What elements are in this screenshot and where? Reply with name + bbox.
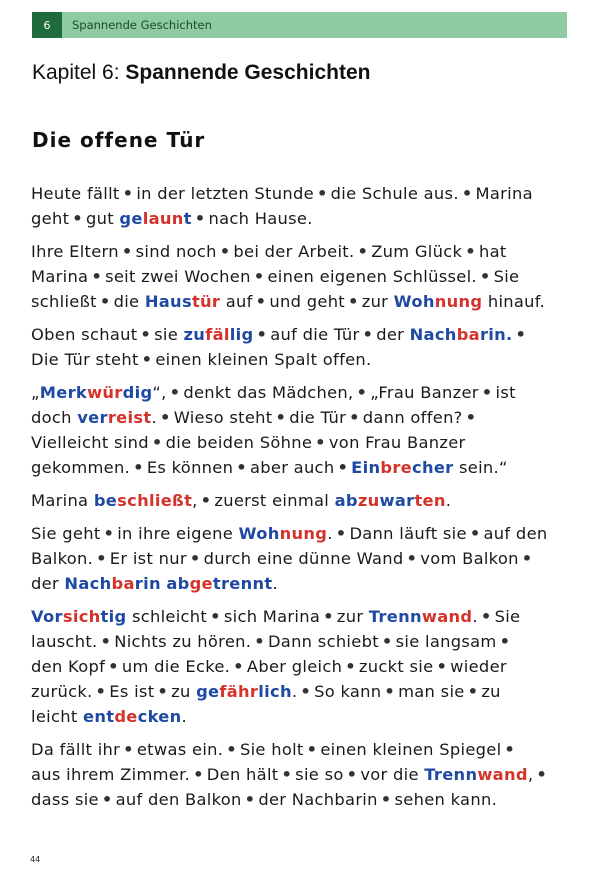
phrase-separator-dot: • xyxy=(254,632,265,651)
chapter-header-title: Spannende Geschichten xyxy=(72,18,212,32)
syllable-blue: ab xyxy=(166,574,190,593)
phrase-separator-dot: • xyxy=(323,607,334,626)
text-segment: lauscht. xyxy=(31,632,98,651)
phrase-separator-dot: • xyxy=(99,292,111,311)
phrase-separator-dot: • xyxy=(335,524,347,543)
text-segment: in ihre eigene xyxy=(117,524,239,543)
syllable-blue: cken xyxy=(137,707,182,726)
text-segment: sein.“ xyxy=(453,458,508,477)
text-segment: Oben schaut xyxy=(31,325,138,344)
syllable-red: nung xyxy=(279,524,328,543)
story-line xyxy=(31,264,576,289)
phrase-separator-dot: • xyxy=(256,325,268,344)
text-segment: sehen kann. xyxy=(394,790,498,809)
phrase-separator-dot: • xyxy=(219,242,231,261)
text-segment: sie xyxy=(154,325,184,344)
text-segment: einen eigenen Schlüssel. xyxy=(267,267,477,286)
text-segment: . xyxy=(327,524,333,543)
text-segment: auf xyxy=(220,292,253,311)
story-line xyxy=(31,787,576,812)
phrase-separator-dot: • xyxy=(381,632,393,651)
text-segment: Da fällt ihr xyxy=(31,740,121,759)
text-segment: Sie holt xyxy=(239,740,304,759)
text-segment: etwas ein. xyxy=(136,740,224,759)
story-line xyxy=(31,571,576,596)
phrase-separator-dot: • xyxy=(345,657,356,676)
story-paragraph xyxy=(31,239,576,314)
phrase-separator-dot: • xyxy=(380,790,392,809)
text-segment: auf den xyxy=(483,524,548,543)
story-line xyxy=(31,289,576,314)
text-segment: „Frau Banzer xyxy=(370,383,479,402)
phrase-separator-dot: • xyxy=(121,242,133,261)
text-segment: , xyxy=(527,765,534,784)
text-segment: Aber gleich xyxy=(246,657,343,676)
syllable-blue: war xyxy=(379,491,415,510)
syllable-blue: ab xyxy=(334,491,358,510)
text-segment: ist xyxy=(495,383,516,402)
text-segment: , xyxy=(192,491,198,510)
text-segment: wieder xyxy=(450,657,507,676)
text-segment: schließt xyxy=(31,292,97,311)
phrase-separator-dot: • xyxy=(384,682,396,701)
text-segment: die Tür xyxy=(289,408,347,427)
text-segment: . xyxy=(445,491,452,510)
text-segment: in der letzten Stunde xyxy=(136,184,314,203)
chapter-number-badge: 6 xyxy=(32,12,62,38)
story-paragraph xyxy=(31,604,576,729)
text-segment: zu xyxy=(171,682,197,701)
phrase-separator-dot: • xyxy=(316,184,328,203)
text-segment: Es können xyxy=(146,458,234,477)
story-line xyxy=(31,239,576,264)
phrase-separator-dot: • xyxy=(123,740,134,759)
chapter-heading-prefix: Kapitel 6: xyxy=(32,61,126,84)
text-segment: . xyxy=(272,574,278,593)
text-segment: . xyxy=(291,682,298,701)
story-line xyxy=(31,546,576,571)
phrase-separator-dot: • xyxy=(108,657,119,676)
story-title: Die offene Tür xyxy=(32,128,206,152)
paragraph-gap xyxy=(31,372,576,380)
syllable-red: wand xyxy=(421,607,473,626)
text-segment: leicht xyxy=(31,707,83,726)
story-paragraph xyxy=(31,181,576,231)
syllable-blue: ge xyxy=(196,682,220,701)
text-segment: zur xyxy=(336,607,369,626)
phrase-separator-dot: • xyxy=(140,325,152,344)
syllable-blue: Woh xyxy=(393,292,435,311)
syllable-blue: zu xyxy=(183,325,206,344)
story-line xyxy=(31,654,576,679)
phrase-separator-dot: • xyxy=(255,292,267,311)
text-segment: Zum Glück xyxy=(371,242,463,261)
text-segment: der xyxy=(376,325,410,344)
phrase-separator-dot: • xyxy=(103,524,115,543)
text-segment: einen kleinen Spalt offen. xyxy=(155,350,372,369)
text-segment: Marina xyxy=(31,267,89,286)
story-line xyxy=(31,380,576,405)
text-segment: von Frau Banzer xyxy=(328,433,466,452)
phrase-separator-dot: • xyxy=(236,458,247,477)
text-segment: dann offen? xyxy=(362,408,463,427)
phrase-separator-dot: • xyxy=(72,209,83,228)
text-segment: man sie xyxy=(398,682,465,701)
text-segment: zurück. xyxy=(31,682,93,701)
phrase-separator-dot: • xyxy=(436,657,448,676)
page-number: 44 xyxy=(30,855,41,864)
phrase-separator-dot: • xyxy=(95,682,107,701)
syllable-blue: Merk xyxy=(39,383,88,402)
text-segment: auf den Balkon xyxy=(115,790,242,809)
story-paragraph xyxy=(31,488,576,513)
syllable-blue: cher xyxy=(412,458,454,477)
syllable-red: ten xyxy=(414,491,446,510)
syllable-blue: lich xyxy=(258,682,292,701)
phrase-separator-dot: • xyxy=(189,549,201,568)
text-segment: dass sie xyxy=(31,790,99,809)
paragraph-gap xyxy=(31,480,576,488)
story-line xyxy=(31,704,576,729)
syllable-red: ge xyxy=(189,574,213,593)
text-segment: aber auch xyxy=(249,458,335,477)
phrase-separator-dot: • xyxy=(481,383,493,402)
syllable-blue: Nach xyxy=(409,325,457,344)
syllable-red: nung xyxy=(434,292,483,311)
story-line xyxy=(31,629,576,654)
story-paragraph xyxy=(31,380,576,480)
text-segment: die Schule aus. xyxy=(330,184,459,203)
phrase-separator-dot: • xyxy=(461,184,473,203)
phrase-separator-dot: • xyxy=(480,607,492,626)
text-segment: sie so xyxy=(295,765,344,784)
text-segment: Dann schiebt xyxy=(267,632,379,651)
text-segment: . xyxy=(472,607,478,626)
phrase-separator-dot: • xyxy=(362,325,374,344)
phrase-separator-dot: • xyxy=(536,765,548,784)
syllable-red: wür xyxy=(87,383,123,402)
phrase-separator-dot: • xyxy=(169,383,181,402)
text-segment: und geht xyxy=(269,292,345,311)
phrase-separator-dot: • xyxy=(479,267,491,286)
phrase-separator-dot: • xyxy=(193,765,204,784)
paragraph-gap xyxy=(31,729,576,737)
text-segment: zur xyxy=(361,292,394,311)
text-segment: . xyxy=(181,707,187,726)
paragraph-gap xyxy=(31,513,576,521)
syllable-blue: Nach xyxy=(64,574,112,593)
text-segment: bei der Arbeit. xyxy=(233,242,355,261)
text-segment: um die Ecke. xyxy=(121,657,231,676)
text-segment: den Kopf xyxy=(31,657,106,676)
phrase-separator-dot: • xyxy=(194,209,206,228)
syllable-blue: ent xyxy=(83,707,115,726)
text-segment: einen kleinen Spiegel xyxy=(320,740,502,759)
story-line xyxy=(31,430,576,455)
text-segment: auf die Tür xyxy=(270,325,360,344)
text-segment: Ihre Eltern xyxy=(31,242,119,261)
text-segment: gekommen. xyxy=(31,458,131,477)
text-segment: zuckt sie xyxy=(358,657,434,676)
text-segment: sich Marina xyxy=(223,607,321,626)
text-segment: durch eine dünne Wand xyxy=(203,549,404,568)
syllable-blue: t xyxy=(183,209,192,228)
text-segment: die xyxy=(113,292,145,311)
phrase-separator-dot: • xyxy=(356,383,368,402)
text-segment: So kann xyxy=(314,682,382,701)
syllable-red: zu xyxy=(357,491,380,510)
text-segment: schleicht xyxy=(126,607,208,626)
phrase-separator-dot: • xyxy=(469,524,481,543)
syllable-red: ba xyxy=(456,325,480,344)
story-line xyxy=(31,322,576,347)
phrase-separator-dot: • xyxy=(515,325,527,344)
story-line xyxy=(31,604,576,629)
phrase-separator-dot: • xyxy=(315,433,326,452)
text-segment: Dann läuft sie xyxy=(349,524,467,543)
phrase-separator-dot: • xyxy=(100,632,112,651)
phrase-separator-dot: • xyxy=(337,458,349,477)
text-segment: zuerst einmal xyxy=(214,491,335,510)
syllable-blue: dig xyxy=(122,383,153,402)
story-line xyxy=(31,405,576,430)
story-line xyxy=(31,679,576,704)
story-line xyxy=(31,488,576,513)
text-segment: Sie xyxy=(494,607,521,626)
phrase-separator-dot: • xyxy=(226,740,237,759)
syllable-red: fäl xyxy=(205,325,230,344)
phrase-separator-dot: • xyxy=(357,242,369,261)
text-segment: Marina xyxy=(475,184,533,203)
story-paragraph xyxy=(31,737,576,812)
story-line xyxy=(31,347,576,372)
syllable-blue: Vor xyxy=(31,607,63,626)
text-segment: hat xyxy=(478,242,507,261)
syllable-blue: Woh xyxy=(238,524,280,543)
phrase-separator-dot: • xyxy=(159,408,171,427)
syllable-red: sich xyxy=(62,607,101,626)
phrase-separator-dot: • xyxy=(499,632,511,651)
story-paragraph xyxy=(31,521,576,596)
paragraph-gap xyxy=(31,231,576,239)
phrase-separator-dot: • xyxy=(253,267,265,286)
phrase-separator-dot: • xyxy=(281,765,293,784)
syllable-blue: be xyxy=(93,491,118,510)
phrase-separator-dot: • xyxy=(300,682,312,701)
phrase-separator-dot: • xyxy=(122,184,134,203)
syllable-red: fähr xyxy=(219,682,259,701)
syllable-blue: Trenn xyxy=(368,607,422,626)
syllable-blue: ge xyxy=(119,209,143,228)
phrase-separator-dot: • xyxy=(349,408,360,427)
syllable-blue: ver xyxy=(77,408,108,427)
phrase-separator-dot: • xyxy=(465,242,476,261)
text-segment: der xyxy=(31,574,65,593)
text-segment: vor die xyxy=(360,765,425,784)
text-segment: zu xyxy=(481,682,501,701)
text-segment: Er ist nur xyxy=(109,549,187,568)
phrase-separator-dot: • xyxy=(96,549,107,568)
phrase-separator-dot: • xyxy=(467,682,479,701)
syllable-red: wand xyxy=(477,765,528,784)
text-segment: sie langsam xyxy=(395,632,497,651)
phrase-separator-dot: • xyxy=(210,607,221,626)
syllable-blue: trennt xyxy=(212,574,273,593)
text-segment: . xyxy=(151,408,157,427)
text-segment: aus ihrem Zimmer. xyxy=(31,765,191,784)
syllable-red: reist xyxy=(107,408,152,427)
chapter-heading-name: Spannende Geschichten xyxy=(125,61,371,84)
phrase-separator-dot: • xyxy=(465,408,477,427)
syllable-blue: Ein xyxy=(351,458,381,477)
phrase-separator-dot: • xyxy=(521,549,533,568)
syllable-blue: rin xyxy=(134,574,161,593)
text-segment: hinauf. xyxy=(482,292,546,311)
phrase-separator-dot: • xyxy=(275,408,287,427)
story-line xyxy=(31,521,576,546)
story-line xyxy=(31,737,576,762)
syllable-blue: tig xyxy=(100,607,127,626)
text-segment: Sie geht xyxy=(31,524,101,543)
text-segment: Es ist xyxy=(109,682,155,701)
syllable-red: bre xyxy=(380,458,412,477)
phrase-separator-dot: • xyxy=(233,657,244,676)
story-text xyxy=(31,181,576,812)
paragraph-gap xyxy=(31,596,576,604)
chapter-header-bar xyxy=(32,12,567,38)
syllable-red: laun xyxy=(142,209,184,228)
text-segment: Nichts zu hören. xyxy=(114,632,252,651)
text-segment: Balkon. xyxy=(31,549,94,568)
text-segment: Vielleicht sind xyxy=(31,433,149,452)
text-segment: sind noch xyxy=(135,242,217,261)
text-segment: geht xyxy=(31,209,70,228)
text-segment: Sie xyxy=(493,267,520,286)
text-segment: seit zwei Wochen xyxy=(105,267,251,286)
syllable-blue: Haus xyxy=(144,292,192,311)
syllable-red: ba xyxy=(111,574,135,593)
phrase-separator-dot: • xyxy=(157,682,169,701)
text-segment: „ xyxy=(31,383,40,402)
syllable-blue: rin. xyxy=(479,325,513,344)
text-segment: doch xyxy=(31,408,78,427)
story-line xyxy=(31,206,576,231)
phrase-separator-dot: • xyxy=(200,491,212,510)
phrase-separator-dot: • xyxy=(406,549,418,568)
story-line xyxy=(31,455,576,480)
paragraph-gap xyxy=(31,314,576,322)
phrase-separator-dot: • xyxy=(151,433,163,452)
syllable-red: de xyxy=(114,707,138,726)
text-segment: gut xyxy=(85,209,120,228)
text-segment: Marina xyxy=(31,491,94,510)
phrase-separator-dot: • xyxy=(348,292,359,311)
text-segment: die beiden Söhne xyxy=(165,433,313,452)
phrase-separator-dot: • xyxy=(91,267,103,286)
syllable-blue: Trenn xyxy=(424,765,478,784)
phrase-separator-dot: • xyxy=(244,790,256,809)
phrase-separator-dot: • xyxy=(306,740,318,759)
phrase-separator-dot: • xyxy=(346,765,358,784)
phrase-separator-dot: • xyxy=(133,458,144,477)
text-segment: Die Tür steht xyxy=(31,350,139,369)
story-paragraph xyxy=(31,322,576,372)
text-segment: vom Balkon xyxy=(420,549,519,568)
syllable-red: tür xyxy=(191,292,221,311)
text-segment: Den hält xyxy=(206,765,279,784)
text-segment: Wieso steht xyxy=(173,408,273,427)
text-segment: nach Hause. xyxy=(208,209,313,228)
text-segment: “, xyxy=(152,383,167,402)
story-line xyxy=(31,762,576,787)
text-segment: Heute fällt xyxy=(31,184,120,203)
phrase-separator-dot: • xyxy=(504,740,516,759)
phrase-separator-dot: • xyxy=(101,790,113,809)
text-segment: denkt das Mädchen, xyxy=(183,383,354,402)
story-line xyxy=(31,181,576,206)
syllable-red: schließt xyxy=(117,491,193,510)
text-segment: der Nachbarin xyxy=(258,790,378,809)
chapter-heading xyxy=(32,61,370,85)
phrase-separator-dot: • xyxy=(141,350,153,369)
syllable-blue: lig xyxy=(229,325,254,344)
